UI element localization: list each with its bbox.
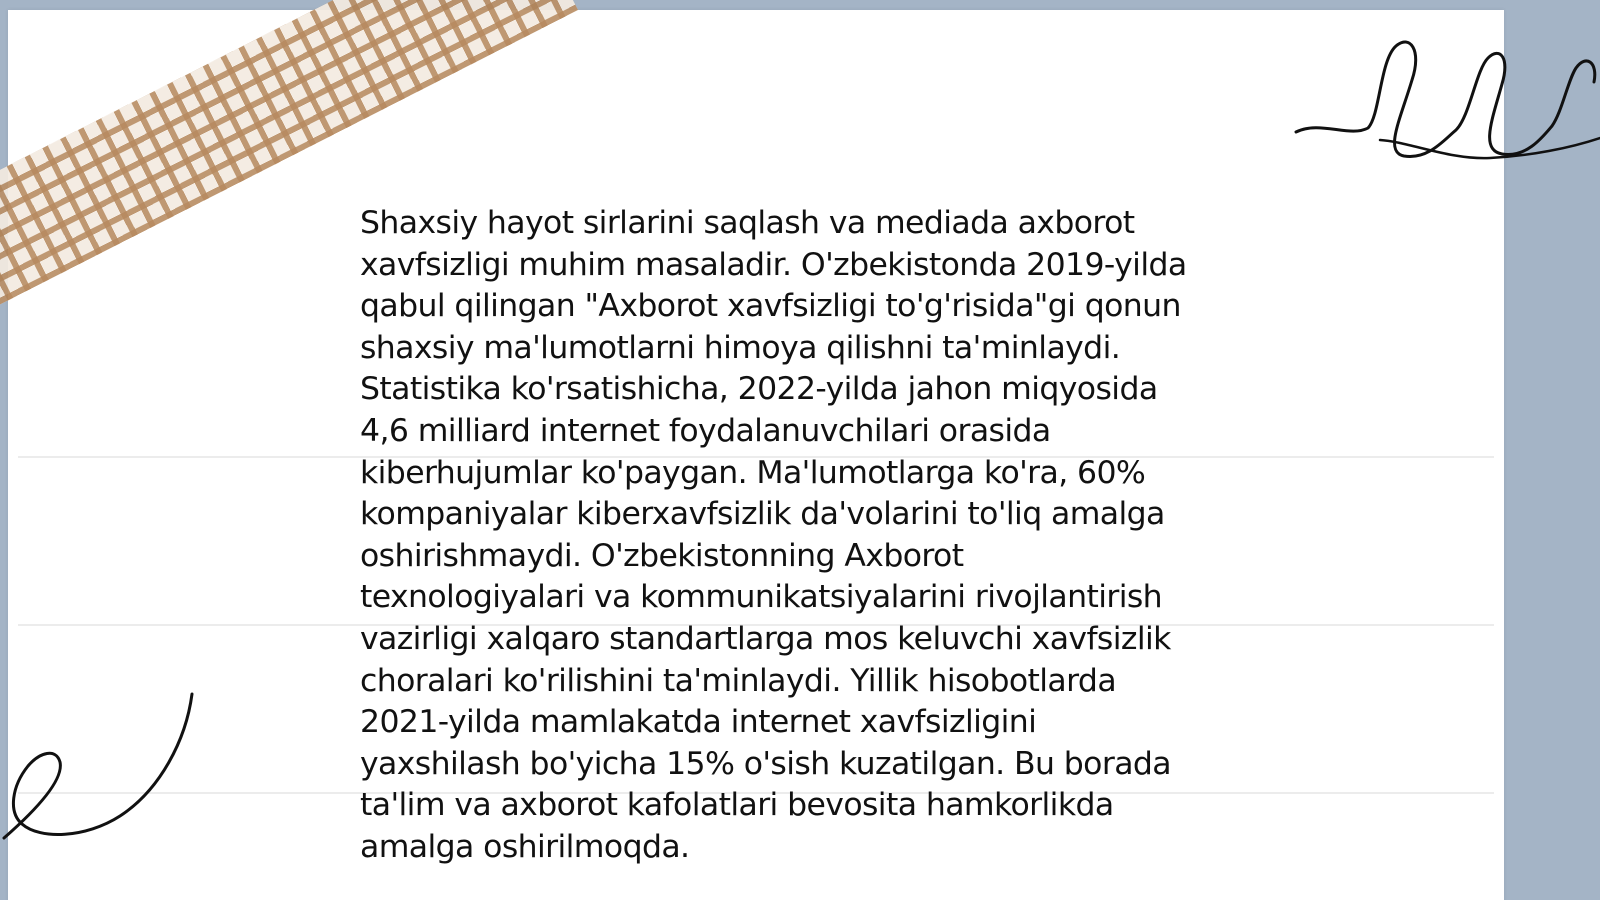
swoosh-scribble-icon	[0, 690, 210, 850]
loop-scribble-icon	[1280, 20, 1600, 170]
body-paragraph: Shaxsiy hayot sirlarini saqlash va mediada axborot xavfsizligi muhim masaladir. O'zbekistonda 2019-yilda qabul qilingan "Axborot xavfsizligi to'g'risida"gi qonun shaxsiy ma'lumotlarni himoya qilishni ta'minlaydi. Statistika ko'rsatishicha, 2022-yilda jahon miqyosida 4,6 milliard internet foydalanuvchilari orasida kiberhujumlar ko'paygan. Ma'lumotlarga ko'ra, 60% kompaniyalar kiberxavfsizlik da'volarini to'liq amalga oshirishmaydi. O'zbekistonning Axborot texnologiyalari va kommunikatsiyalarini rivojlantirish vazirligi xalqaro standartlarga mos keluvchi xavfsizlik choralari ko'rilishini ta'minlaydi. Yillik hisobotlarda 2021-yilda mamlakatda internet xavfsizligini yaxshilash bo'yicha 15% o'sish kuzatilgan. Bu borada ta'lim va axborot kafolatlari bevosita hamkorlikda amalga oshirilmoqda.	[360, 205, 1187, 865]
